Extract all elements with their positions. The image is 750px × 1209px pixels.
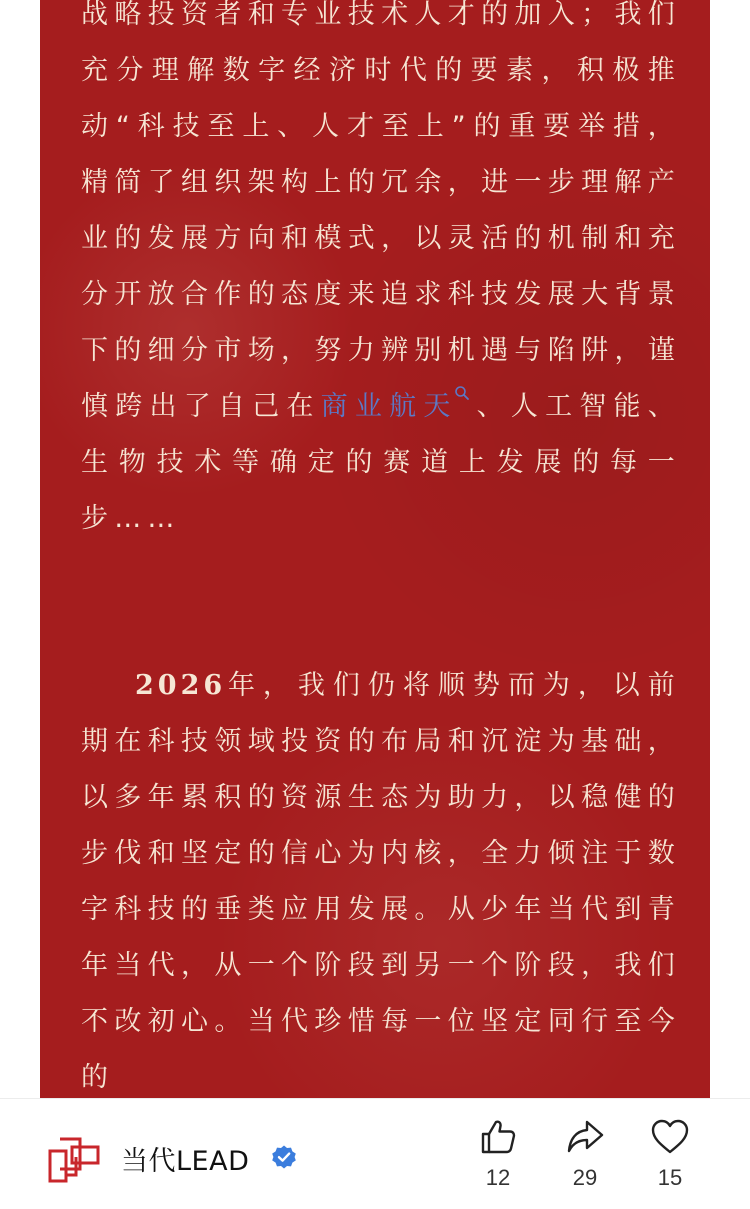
thumbs-up-icon bbox=[463, 1117, 533, 1157]
article-content bbox=[40, 0, 710, 1098]
article-paragraph bbox=[81, 0, 681, 547]
search-keyword-link[interactable]: 商业航天 bbox=[320, 391, 458, 422]
dangdai-lead-logo[interactable] bbox=[46, 1129, 102, 1185]
bottom-action-bar bbox=[0, 1098, 750, 1209]
favorite-button[interactable] bbox=[635, 1117, 705, 1191]
heart-icon bbox=[635, 1117, 705, 1157]
share-button[interactable] bbox=[550, 1117, 620, 1191]
like-count: 12 bbox=[485, 1165, 511, 1190]
search-icon[interactable] bbox=[454, 365, 472, 421]
paragraph-text: 战略投资者和专业技术人才的加入；我们充分理解数字经济时代的要素，积极推动“科技至上、人才至上”的重要举措，精简了组织架构上的冗余，进一步理解产业的发展方向和模式，以灵活的机制和充分开放合作的态度来追求科技发展大背景下的细分市场，努力辨别机遇与陷阱，谨慎跨出了自己在 bbox=[81, 0, 681, 422]
paragraph-text-tail: 、人工智能、生物技术等确定的赛道上发展的每一步…… bbox=[81, 391, 681, 534]
share-count: 29 bbox=[572, 1165, 598, 1190]
paragraph-text: 年，我们仍将顺势而为，以前期在科技领域投资的布局和沉淀为基础，以多年累积的资源生态为助力，以稳健的步伐和坚定的信心为内核，全力倾注于数字科技的垂类应用发展。从少年当代到青年当代，从一个阶段到另一个阶段，我们不改初心。当代珍惜每一位坚定同行至今的 bbox=[81, 670, 681, 1093]
article-paragraph bbox=[81, 658, 681, 1098]
like-button[interactable] bbox=[463, 1117, 533, 1191]
year-highlight: 2026 bbox=[135, 670, 227, 701]
share-arrow-icon bbox=[550, 1117, 620, 1157]
verified-badge-icon bbox=[271, 1144, 297, 1170]
favorite-count: 15 bbox=[657, 1165, 683, 1190]
account-name[interactable]: 当代LEAD bbox=[121, 1146, 250, 1177]
